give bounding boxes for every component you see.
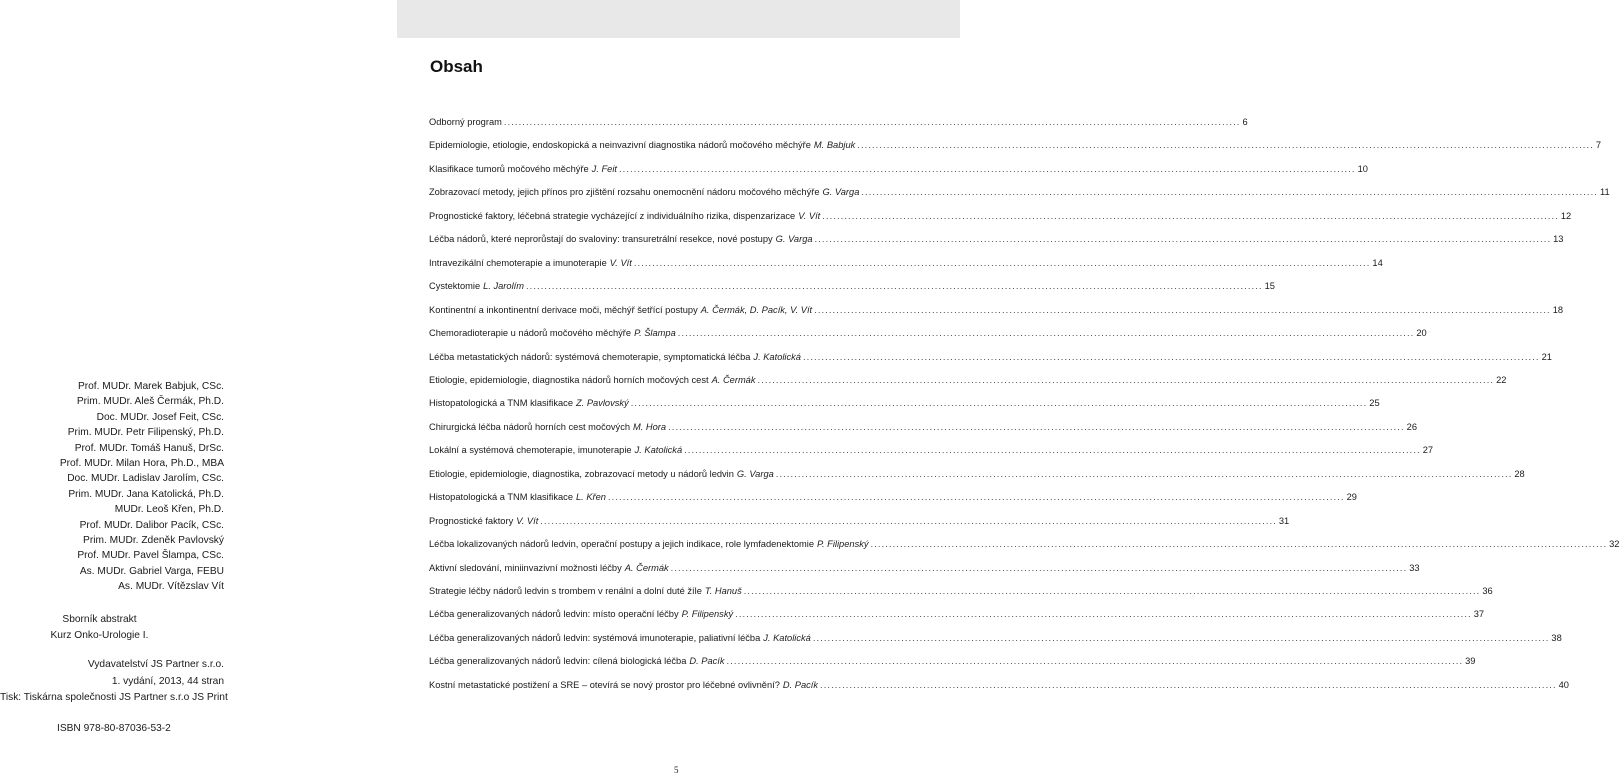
- author-name: Prof. MUDr. Milan Hora, Ph.D., MBA: [59, 457, 224, 469]
- author-name: Prim. MUDr. Jana Katolická, Ph.D.: [68, 488, 224, 500]
- toc-entry-author: J. Katolická: [763, 632, 811, 643]
- toc-entry: [429, 114, 1248, 128]
- authors-list: [0, 379, 224, 594]
- toc-entry-title: Odborný program: [429, 117, 502, 127]
- toc-entry: [429, 442, 1434, 456]
- toc-entry: [429, 630, 1562, 644]
- toc-entry: [429, 349, 1552, 363]
- toc-entry: [429, 161, 1368, 175]
- toc-entry: [429, 560, 1420, 574]
- toc-entry-page: 6: [1242, 117, 1248, 127]
- toc-entry-author: P. Filipenský: [817, 539, 869, 550]
- author-name: Doc. MUDr. Josef Feit, CSc.: [96, 411, 224, 423]
- author-name: Prim. MUDr. Petr Filipenský, Ph.D.: [67, 427, 224, 439]
- toc-leader-dots: ........................................................................................................................................................................................................: [743, 586, 1481, 596]
- toc-entry-page: 36: [1482, 586, 1493, 596]
- toc-leader-dots: ........................................................................................................................................................................................................: [735, 609, 1472, 620]
- toc-entry-title: Etiologie, epidemiologie, diagnostika, zobrazovací metody u nádorů ledvin: [429, 468, 734, 479]
- toc-entry-author: G. Varga: [822, 187, 860, 198]
- toc-leader-dots: ........................................................................................................................................................................................................: [802, 351, 1540, 362]
- proceedings-line: Sborník abstrakt: [62, 614, 137, 625]
- toc-entry: [429, 653, 1476, 667]
- toc-entry-page: 40: [1558, 679, 1569, 690]
- toc-leader-dots: ........................................................................................................................................................................................................: [540, 515, 1277, 526]
- toc-entry-title: Chemoradioterapie u nádorů močového měchýře: [429, 328, 632, 339]
- toc-entry-title: Léčba generalizovaných nádorů ledvin: cílená biologická léčba: [429, 656, 687, 667]
- toc-entry-page: 21: [1541, 351, 1552, 362]
- toc-leader-dots: ........................................................................................................................................................................................................: [814, 304, 1551, 315]
- toc-entry: [429, 137, 1602, 151]
- toc-entry-page: 22: [1496, 374, 1507, 385]
- toc-entry-author: G. Varga: [775, 234, 813, 245]
- toc-entry: [429, 489, 1357, 503]
- toc-entry-title: Lokální a systémová chemoterapie, imunoterapie: [429, 445, 632, 456]
- toc-entry-title: Cystektomie: [429, 281, 481, 292]
- toc-entry: [429, 419, 1418, 433]
- toc-entry: [429, 606, 1485, 620]
- toc-entry: [429, 255, 1383, 269]
- author-name: Doc. MUDr. Ladislav Jarolím, CSc.: [67, 473, 224, 485]
- proceedings-line: Kurz Onko-Urologie I.: [50, 630, 149, 641]
- toc-leader-dots: ........................................................................................................................................................................................................: [630, 398, 1368, 409]
- toc-entry-page: 25: [1369, 398, 1380, 409]
- toc-entry-page: 31: [1278, 515, 1290, 526]
- toc-entry-author: L. Jarolím: [483, 281, 524, 292]
- toc-leader-dots: ........................................................................................................................................................................................................: [503, 117, 1241, 127]
- toc-entry-page: 38: [1551, 632, 1562, 643]
- toc-entry-author: G. Varga: [736, 468, 774, 479]
- toc-entry-title: Kostní metastatické postižení a SRE – otevírá se nový prostor pro léčebné ovlivnění?: [429, 679, 780, 690]
- toc-entry-author: Z. Pavlovský: [576, 398, 629, 409]
- toc-entry-page: 29: [1346, 492, 1357, 503]
- toc-entry-author: M. Hora: [633, 421, 667, 432]
- toc-entry-page: 28: [1514, 468, 1525, 479]
- toc-entry-title: Kontinentní a inkontinentní derivace moči, měchýř šetřící postupy: [429, 304, 698, 315]
- toc-entry-title: Chirurgická léčba nádorů horních cest močových: [429, 421, 631, 432]
- toc-entry-author: D. Pacík: [689, 656, 725, 667]
- author-name: As. MUDr. Gabriel Varga, FEBU: [79, 565, 224, 577]
- toc-leader-dots: ........................................................................................................................................................................................................: [633, 257, 1371, 268]
- toc-entry-title: Léčba lokalizovaných nádorů ledvin, operační postupy a jejich indikace, role lymfadenektomie: [429, 539, 815, 550]
- publisher-line: Tisk: Tiskárna společnosti JS Partner s.r.o JS Print: [0, 692, 228, 703]
- toc-entry-title: Etiologie, epidemiologie, diagnostika nádorů horních močových cest: [429, 374, 709, 385]
- toc-entry-author: L. Křen: [576, 492, 606, 503]
- toc-entry-page: 26: [1406, 421, 1418, 432]
- author-name: MUDr. Leoš Křen, Ph.D.: [114, 504, 224, 516]
- publisher-info: [0, 657, 228, 707]
- toc-entry-author: J. Katolická: [753, 351, 801, 362]
- toc-entry-author: M. Babjuk: [813, 140, 856, 151]
- author-name: Prim. MUDr. Aleš Čermák, Ph.D.: [76, 396, 224, 408]
- toc-entry: [429, 583, 1493, 597]
- toc-entry-title: Histopatologická a TNM klasifikace: [429, 398, 573, 409]
- toc-leader-dots: ........................................................................................................................................................................................................: [525, 281, 1263, 292]
- isbn: ISBN 978-80-87036-53-2: [57, 723, 171, 734]
- proceedings-info: [0, 612, 199, 644]
- toc-entry-author: T. Hanuš: [704, 586, 742, 596]
- toc-leader-dots: ........................................................................................................................................................................................................: [822, 210, 1559, 221]
- toc-entry-title: Aktivní sledování, miniinvazivní možnosti léčby: [429, 562, 622, 573]
- toc-leader-dots: ........................................................................................................................................................................................................: [857, 140, 1594, 151]
- toc-entry-author: D. Pacík: [782, 679, 819, 690]
- toc-entry-author: P. Filipenský: [681, 609, 734, 620]
- toc-entry-page: 33: [1409, 562, 1420, 573]
- toc-entry-page: 7: [1595, 140, 1602, 151]
- header-band: [397, 0, 960, 38]
- toc-entry-page: 20: [1416, 328, 1427, 339]
- toc-entry-page: 10: [1357, 163, 1368, 174]
- toc-entry-page: 13: [1553, 234, 1564, 245]
- toc-entry-page: 15: [1264, 281, 1275, 292]
- toc-entry-author: A. Čermák: [624, 562, 669, 573]
- toc-leader-dots: ........................................................................................................................................................................................................: [814, 234, 1552, 245]
- toc-entry-author: V. Vít: [516, 515, 539, 526]
- toc-entry: [429, 231, 1564, 245]
- toc-leader-dots: ........................................................................................................................................................................................................: [820, 679, 1557, 690]
- toc-leader-dots: ........................................................................................................................................................................................................: [870, 539, 1608, 550]
- toc-entry-page: 18: [1552, 304, 1564, 315]
- toc-leader-dots: ........................................................................................................................................................................................................: [668, 421, 1405, 432]
- toc-leader-dots: ........................................................................................................................................................................................................: [775, 468, 1513, 479]
- toc-entry-title: Prognostické faktory, léčebná strategie vycházející z individuálního rizika, dispenzarizace: [429, 210, 796, 221]
- toc-entry-page: 27: [1422, 445, 1434, 456]
- toc-entry-title: Léčba nádorů, které neprorůstají do svaloviny: transuretrální resekce, nové postupy: [429, 234, 773, 245]
- toc-entry: [429, 302, 1564, 316]
- author-name: Prof. MUDr. Marek Babjuk, CSc.: [77, 381, 224, 392]
- toc-entry-title: Léčba metastatických nádorů: systémová chemoterapie, symptomatická léčba: [429, 351, 751, 362]
- toc-leader-dots: ........................................................................................................................................................................................................: [618, 163, 1356, 174]
- author-name: Prim. MUDr. Zdeněk Pavlovský: [83, 534, 224, 546]
- toc-entry-title: Léčba generalizovaných nádorů ledvin: systémová imunoterapie, paliativní léčba: [429, 632, 761, 643]
- toc-entry: [429, 278, 1275, 292]
- toc-entry-title: Histopatologická a TNM klasifikace: [429, 492, 573, 503]
- toc-entry: [429, 536, 1619, 550]
- author-name: Prof. MUDr. Pavel Šlampa, CSc.: [77, 550, 224, 562]
- toc-entry-title: Léčba generalizovaných nádorů ledvin: místo operační léčby: [429, 609, 679, 620]
- toc-leader-dots: ........................................................................................................................................................................................................: [812, 632, 1550, 643]
- toc-entry-page: 12: [1560, 210, 1572, 221]
- toc-entry-author: V. Vít: [798, 210, 821, 221]
- toc-leader-dots: ........................................................................................................................................................................................................: [757, 374, 1495, 385]
- toc-entry-author: A. Čermák: [711, 374, 756, 385]
- author-name: Prof. MUDr. Dalibor Pacík, CSc.: [79, 519, 224, 531]
- toc-entry-author: P. Šlampa: [634, 328, 676, 339]
- toc-entry-page: 14: [1372, 257, 1383, 268]
- toc-entry: [429, 466, 1525, 480]
- toc-entry: [429, 372, 1507, 386]
- toc-leader-dots: ........................................................................................................................................................................................................: [684, 445, 1421, 456]
- toc-entry-author: A. Čermák, D. Pacík, V. Vít: [700, 304, 813, 315]
- author-name: As. MUDr. Vítězslav Vít: [118, 581, 224, 593]
- toc-entry-page: 11: [1599, 187, 1610, 198]
- toc-leader-dots: ........................................................................................................................................................................................................: [861, 187, 1598, 198]
- author-name: Prof. MUDr. Tomáš Hanuš, DrSc.: [74, 442, 224, 454]
- toc-entry-author: J. Katolická: [634, 445, 683, 456]
- toc-entry: [429, 184, 1610, 198]
- toc-entry: [429, 395, 1380, 409]
- toc-leader-dots: ........................................................................................................................................................................................................: [670, 562, 1408, 573]
- toc-entry-author: J. Feit: [591, 163, 617, 174]
- toc-leader-dots: ........................................................................................................................................................................................................: [726, 656, 1464, 667]
- toc-entry-page: 37: [1473, 609, 1485, 620]
- page-title: Obsah: [430, 57, 483, 76]
- toc-entry-title: Intravezikální chemoterapie a imunoterapie: [429, 257, 607, 268]
- toc-entry: [429, 677, 1569, 691]
- toc-entry-page: 32: [1609, 539, 1619, 550]
- publisher-line: 1. vydání, 2013, 44 stran: [111, 675, 224, 687]
- toc-entry-author: V. Vít: [609, 257, 632, 268]
- toc-entry: [429, 513, 1290, 527]
- toc-entry: [429, 325, 1427, 339]
- toc-entry-title: Klasifikace tumorů močového měchýře: [429, 163, 589, 174]
- toc-entry-title: Zobrazovací metody, jejich přínos pro zjištění rozsahu onemocnění nádoru močového měchýře: [429, 187, 820, 198]
- toc-leader-dots: ........................................................................................................................................................................................................: [607, 492, 1345, 503]
- toc-entry-title: Prognostické faktory: [429, 515, 514, 526]
- toc-entry-title: Epidemiologie, etiologie, endoskopická a neinvazivní diagnostika nádorů močového měchýře: [429, 140, 811, 151]
- toc-leader-dots: ........................................................................................................................................................................................................: [677, 328, 1415, 339]
- toc-entry-title: Strategie léčby nádorů ledvin s trombem v renální a dolní duté žíle: [429, 586, 702, 596]
- page-number: 5: [674, 765, 679, 775]
- toc-entry: [429, 208, 1572, 222]
- toc-entry-page: 39: [1465, 656, 1476, 667]
- publisher-line: Vydavatelství JS Partner s.r.o.: [87, 659, 224, 670]
